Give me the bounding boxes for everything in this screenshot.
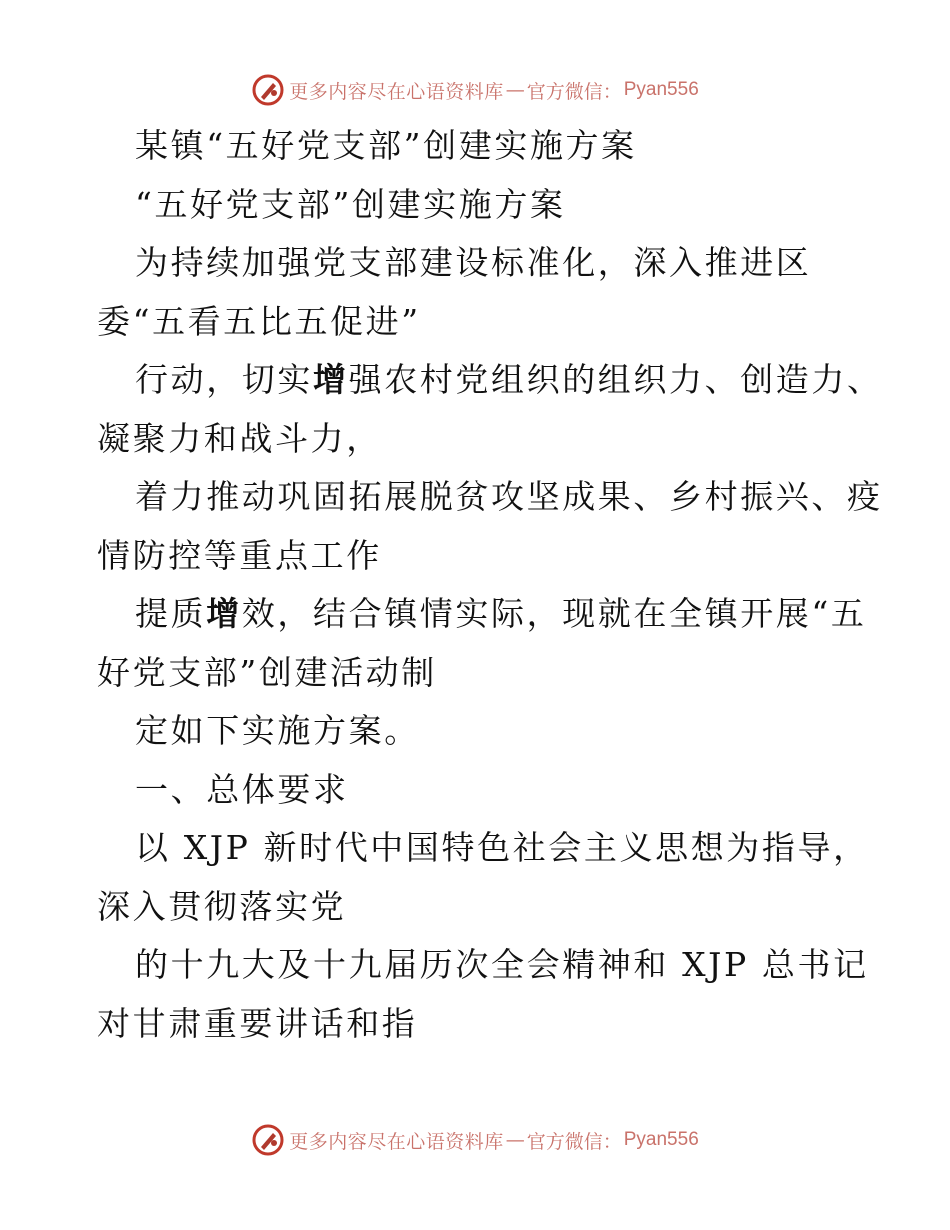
line-text-pre: 提质 <box>135 594 207 633</box>
paragraph-line: 的十九大及十九届历次全会精神和 XJP 总书记 <box>135 945 869 984</box>
paragraph-line: 着力推动巩固拓展脱贫攻坚成果、乡村振兴、疫 <box>135 477 883 516</box>
line-text-bold: 增 <box>206 594 242 633</box>
watermark-wechat-label: 官方微信： <box>526 80 622 103</box>
watermark-text: 更多内容尽在心语资料库 <box>289 1130 504 1153</box>
paragraph-line: 对甘肃重要讲话和指 <box>97 1004 418 1043</box>
line-text-bold: 增 <box>313 360 349 399</box>
paragraph-line: 以 XJP 新时代中国特色社会主义思想为指导， <box>135 828 869 867</box>
watermark-text: 更多内容尽在心语资料库 <box>289 80 504 103</box>
paragraph-line: 定如下实施方案。 <box>135 711 420 750</box>
watermark-wechat-id: Pyan556 <box>623 79 699 100</box>
footer-watermark <box>0 1120 950 1160</box>
paragraph-line: 好党支部”创建活动制 <box>97 653 437 692</box>
section-heading: 一、总体要求 <box>135 770 349 809</box>
logo-icon <box>251 1123 285 1157</box>
watermark-wechat-label: 官方微信： <box>526 1130 622 1153</box>
line-text-post: 强农村党组织的组织力、创造力、 <box>348 360 883 399</box>
paragraph-line: 凝聚力和战斗力， <box>97 419 382 458</box>
header-watermark <box>0 70 950 110</box>
paragraph-line: 深入贯彻落实党 <box>97 887 347 926</box>
watermark-separator: — <box>505 79 525 101</box>
document-title: 某镇“五好党支部”创建实施方案 <box>135 126 637 165</box>
line-text-post: 效，结合镇情实际，现就在全镇开展“五 <box>241 594 867 633</box>
line-text-pre: 行动，切实 <box>135 360 313 399</box>
paragraph-line <box>135 360 883 400</box>
paragraph-line: 情防控等重点工作 <box>97 536 382 575</box>
watermark-wechat-id: Pyan556 <box>623 1129 699 1150</box>
logo-icon <box>251 73 285 107</box>
paragraph-line: 为持续加强党支部建设标准化，深入推进区 <box>135 243 812 282</box>
watermark-separator: — <box>505 1129 525 1151</box>
paragraph-line: 委“五看五比五促进” <box>97 302 421 341</box>
paragraph-line <box>135 594 866 634</box>
document-subtitle: “五好党支部”创建实施方案 <box>135 185 566 224</box>
